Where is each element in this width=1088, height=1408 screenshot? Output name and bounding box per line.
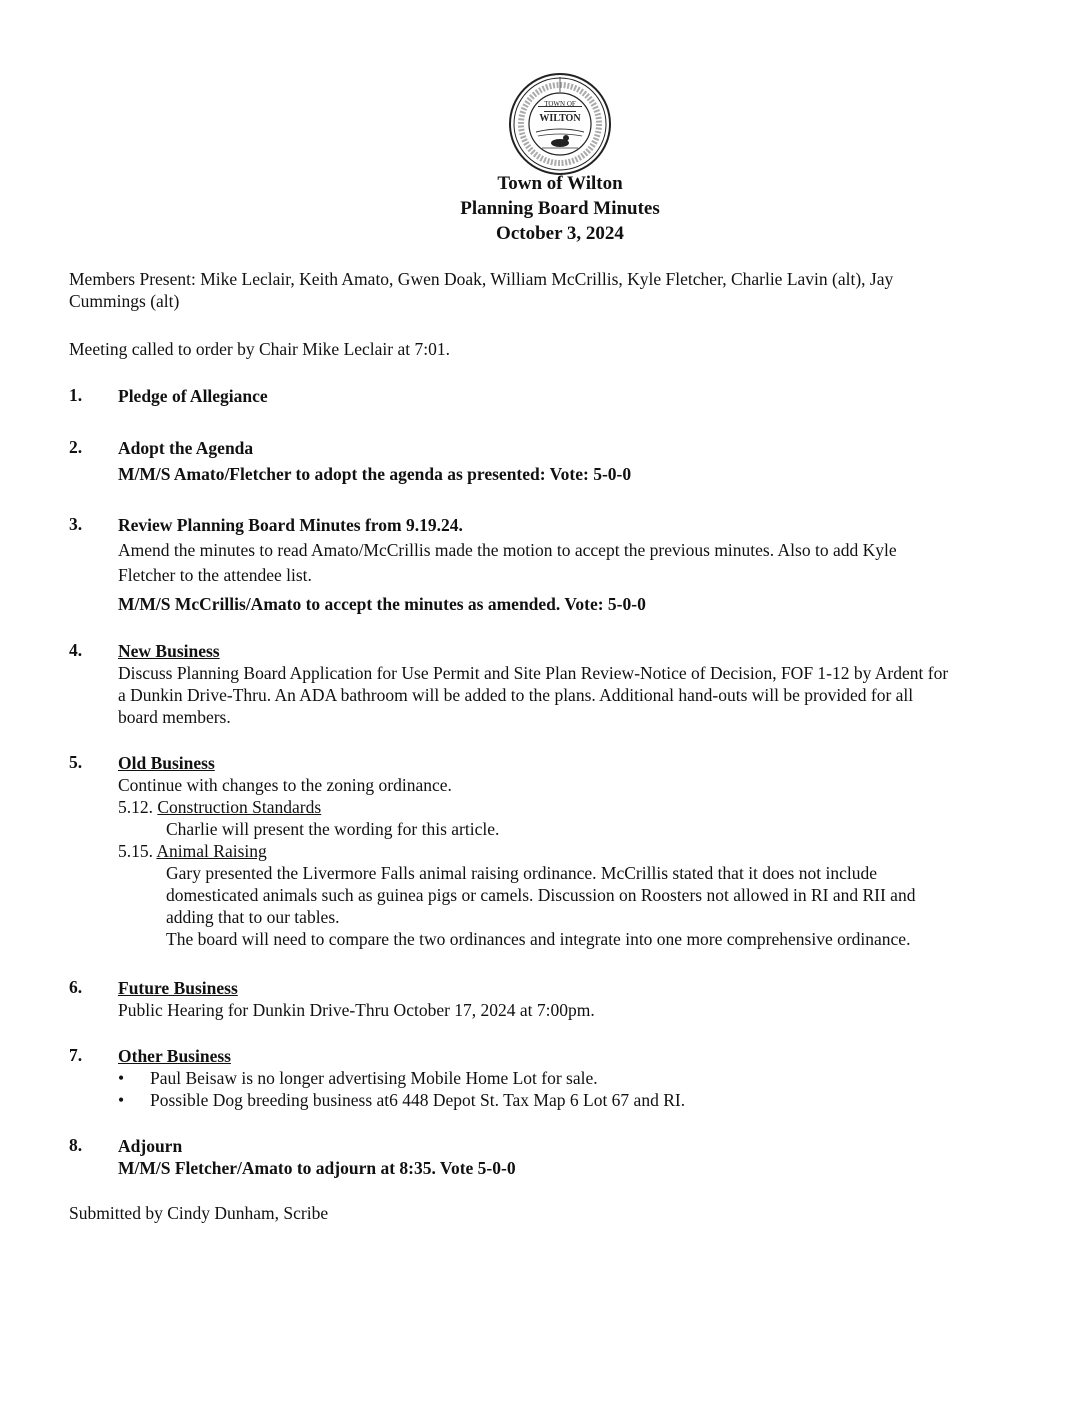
subsection-5-15 (118, 840, 1058, 862)
subsection-5-12 (118, 796, 1058, 818)
item-3-title: Review Planning Board Minutes from 9.19.24. (118, 515, 463, 535)
title-date: October 3, 2024 (496, 223, 624, 244)
seal-center-top-text: TOWN OF (544, 100, 576, 108)
document-title-block (0, 171, 1088, 246)
subsection-5-15-line-3: adding that to our tables. (166, 907, 340, 927)
item-3-text-1: Amend the minutes to read Amato/McCrillis made the motion to accept the previous minutes. Also to add Kyle (118, 540, 897, 560)
item-5-title: Old Business (118, 753, 215, 773)
item-1-title: Pledge of Allegiance (118, 386, 268, 406)
subsection-5-15-title: Animal Raising (156, 841, 267, 861)
subsection-5-15-line-1: Gary presented the Livermore Falls animal raising ordinance. McCrillis stated that it does not include (166, 863, 877, 883)
item-7-section (118, 1045, 1058, 1111)
item-2-number: 2. (69, 437, 83, 457)
item-8-section (118, 1135, 1058, 1179)
members-line-2: Cummings (alt) (69, 291, 180, 311)
item-6-section (118, 977, 1058, 1021)
subsection-5-12-title: Construction Standards (157, 797, 322, 817)
list-item (118, 1067, 1058, 1089)
list-item (118, 1089, 1058, 1111)
item-4-line-1: Discuss Planning Board Application for Use Permit and Site Plan Review-Notice of Decision, FOF 1-12 by Ardent for (118, 663, 949, 683)
item-5-section (118, 752, 1058, 950)
item-3-number: 3. (69, 514, 83, 534)
item-7-bullet-1: Paul Beisaw is no longer advertising Mobile Home Lot for sale. (150, 1068, 598, 1088)
item-4-line-3: board members. (118, 707, 231, 727)
subsection-5-15-text (118, 862, 1056, 950)
item-1-number: 1. (69, 385, 83, 405)
item-3-motion: M/M/S McCrillis/Amato to accept the minutes as amended. Vote: 5-0-0 (118, 594, 646, 614)
item-5-number: 5. (69, 752, 83, 772)
item-2-motion: M/M/S Amato/Fletcher to adopt the agenda as presented: Vote: 5-0-0 (118, 464, 632, 484)
item-6-text: Public Hearing for Dunkin Drive-Thru October 17, 2024 at 7:00pm. (118, 1000, 595, 1020)
title-board: Planning Board Minutes (460, 198, 660, 219)
item-8-motion: M/M/S Fletcher/Amato to adjourn at 8:35. Vote 5-0-0 (118, 1158, 516, 1178)
members-present (69, 268, 1069, 312)
item-4-number: 4. (69, 640, 83, 660)
item-6-title: Future Business (118, 978, 238, 998)
town-seal-logo (508, 72, 612, 176)
seal-town-name-text: WILTON (539, 113, 581, 124)
item-8-title: Adjourn (118, 1136, 183, 1156)
item-3-section (118, 514, 1058, 615)
item-7-bullet-2: Possible Dog breeding business at6 448 Depot St. Tax Map 6 Lot 67 and RI. (150, 1090, 686, 1110)
call-to-order: Meeting called to order by Chair Mike Leclair at 7:01. (69, 339, 450, 359)
submitted-by: Submitted by Cindy Dunham, Scribe (69, 1203, 329, 1223)
title-town: Town of Wilton (497, 173, 623, 194)
bullet-icon: • (118, 1090, 125, 1110)
item-8-number: 8. (69, 1135, 83, 1155)
item-4-line-2: a Dunkin Drive-Thru. An ADA bathroom will be added to the plans. Additional hand-outs will be provided for all (118, 685, 914, 705)
subsection-5-15-number: 5.15. (118, 841, 153, 861)
subsection-5-12-text: Charlie will present the wording for this article. (166, 819, 500, 839)
item-6-number: 6. (69, 977, 83, 997)
item-7-title: Other Business (118, 1046, 231, 1066)
bullet-icon: • (118, 1068, 125, 1088)
members-line-1: Members Present: Mike Leclair, Keith Amato, Gwen Doak, William McCrillis, Kyle Fletcher, Charlie Lavin (alt), Jay (69, 269, 894, 289)
subsection-5-15-line-2: domesticated animals such as guinea pigs or camels. Discussion on Roosters not allowed in RI and RII and (166, 885, 916, 905)
subsection-5-15-line-4: The board will need to compare the two ordinances and integrate into one more comprehensive ordinance. (166, 929, 911, 949)
item-2-title: Adopt the Agenda (118, 438, 254, 458)
item-7-number: 7. (69, 1045, 83, 1065)
item-5-intro: Continue with changes to the zoning ordinance. (118, 775, 452, 795)
item-4-section (118, 640, 1058, 728)
item-3-text-2: Fletcher to the attendee list. (118, 565, 312, 585)
item-2-section (118, 437, 1058, 485)
item-4-title: New Business (118, 641, 220, 661)
subsection-5-12-number: 5.12. (118, 797, 153, 817)
